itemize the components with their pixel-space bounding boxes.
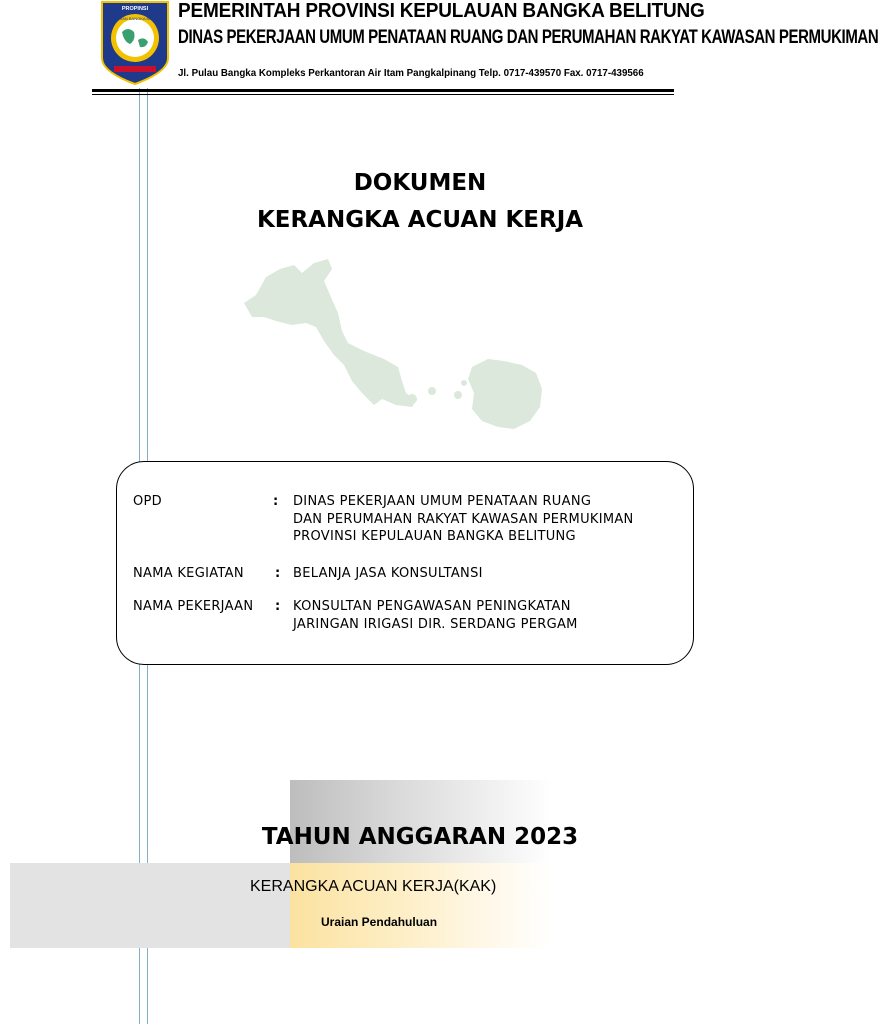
crest-top-text: PROPINSI <box>121 6 149 12</box>
document-title-line2: KERANGKA ACUAN KERJA <box>256 207 584 233</box>
pekerjaan-value-line2: JARINGAN IRIGASI DIR. SERDANG PERGAM <box>293 617 578 632</box>
province-crest-icon <box>98 0 172 86</box>
uraian-subheading: Uraian Pendahuluan <box>321 915 438 929</box>
government-name: PEMERINTAH PROVINSI KEPULAUAN BANGKA BELITUNG <box>178 0 705 22</box>
opd-value-line1: DINAS PEKERJAAN UMUM PENATAAN RUANG <box>293 494 592 509</box>
opd-value-line3: PROVINSI KEPULAUAN BANGKA BELITUNG <box>293 529 576 544</box>
kak-heading: KERANGKA ACUAN KERJA(KAK) <box>250 878 497 895</box>
opd-value-line2: DAN PERUMAHAN RAKYAT KAWASAN PERMUKIMAN <box>293 512 634 527</box>
letterhead <box>96 0 878 92</box>
kegiatan-colon: : <box>275 566 281 581</box>
bangka-belitung-map-icon <box>236 255 552 435</box>
opd-colon: : <box>273 494 279 509</box>
kegiatan-value: BELANJA JASA KONSULTANSI <box>293 566 483 581</box>
pekerjaan-label: NAMA PEKERJAAN <box>133 599 254 614</box>
pekerjaan-value-line1: KONSULTAN PENGAWASAN PENINGKATAN <box>293 599 571 614</box>
fiscal-year-title: TAHUN ANGGARAN 2023 <box>261 824 579 850</box>
document-title-line1: DOKUMEN <box>353 170 487 196</box>
project-info-box <box>116 461 694 665</box>
opd-label: OPD <box>133 494 162 509</box>
crest-ring-text: KEPULAUAN BANGKA BELITUNG <box>103 16 167 21</box>
agency-address: Jl. Pulau Bangka Kompleks Perkantoran Air Itam Pangkalpinang Telp. 0717-439570 Fax. 0717-439566 <box>178 67 644 79</box>
gold-gradient-band <box>290 863 552 948</box>
kegiatan-label: NAMA KEGIATAN <box>133 566 244 581</box>
agency-name: DINAS PEKERJAAN UMUM PENATAAN RUANG DAN PERUMAHAN RAKYAT KAWASAN PERMUKIMAN <box>178 27 878 48</box>
header-rule-thin <box>92 94 674 95</box>
header-rule-thick <box>92 89 674 92</box>
gray-band <box>10 863 290 948</box>
pekerjaan-colon: : <box>275 599 281 614</box>
